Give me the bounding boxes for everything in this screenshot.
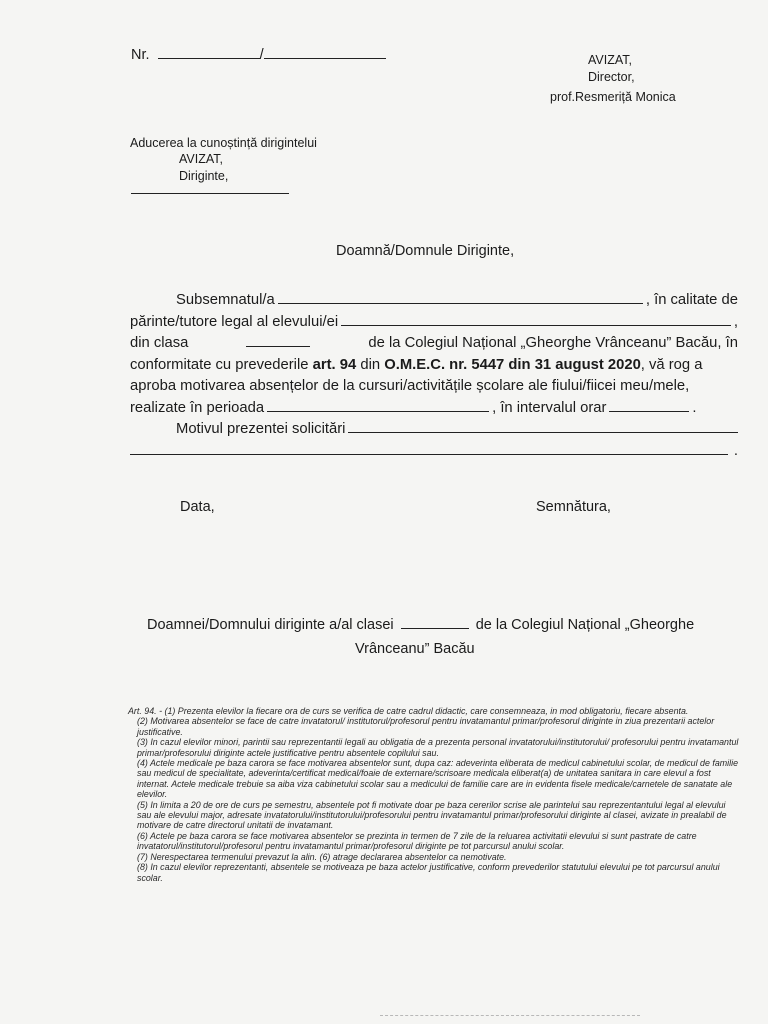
request-row-8: [130, 441, 738, 463]
approval-request-text: aproba motivarea absențelor de la cursuri/activitățile școlare ale fiului/fiicei meu/mele,: [130, 378, 690, 394]
nr-blank-2[interactable]: [264, 47, 386, 59]
period-field[interactable]: [267, 400, 489, 412]
nr-blank-1[interactable]: [158, 47, 260, 59]
request-row-6: [130, 398, 738, 420]
regulation-paragraph: (6) Actele pe baza carora se face motivarea absentelor se prezinta in termen de 7 zile de la reluarea activitatii elevului si sunt pastrate de catre invatatorul/institutorul/profesorul pentru invatamantul primar/profesorul diriginte pe tot parcursul anului scolar.: [137, 830, 697, 852]
applicant-name-field[interactable]: [278, 292, 643, 304]
addressee-class-field[interactable]: [401, 617, 469, 629]
request-row-7: [130, 419, 738, 441]
reason-field[interactable]: [348, 421, 738, 433]
request-body: [130, 290, 738, 462]
homeroom-notice-line3: Diriginte,: [179, 169, 229, 183]
order-ref: O.M.E.C. nr. 5447 din 31 august 2020: [384, 356, 641, 373]
class-label: din clasa: [130, 335, 189, 351]
director-approval-role: Director,: [588, 70, 635, 84]
request-row-3: [130, 333, 738, 355]
homeroom-signature-line[interactable]: [131, 193, 289, 194]
row6-period: .: [692, 399, 697, 416]
date-label: Data,: [180, 499, 215, 515]
regulation-paragraph: (5) In limita a 20 de ore de curs pe semestru, absentele pot fi motivate doar pe baza cererilor scrise ale parintelui sau reprezentantului legal al elevului sau ale elevului major, adresate invatatorului/institutorului/profesorului pentru invatamantul primar/profesorului diriginte al clasei, avizate in prealabil de motivare de catre directorul unitatii de invatamant.: [137, 799, 727, 831]
article-ref: art. 94: [312, 356, 357, 373]
regulation-footnote: [128, 706, 740, 883]
request-row-4: [130, 355, 738, 377]
director-approval-name: prof.Resmeriță Monica: [550, 90, 676, 104]
regulation-paragraph: (4) Actele medicale pe baza carora se face motivarea absentelor sunt, dupa caz: adeverinta eliberata de medicul cabinetului scolar, de medicul de familie sau medicul de specialitate, adeverinta/certificat medical/foaie de externare/scrisoare medicala eliberat(a) de unitatea sanitara in care elevul a fost internat. Actele medicale trebuie sa aiba viza cabinetului scolar sau a medicului de familie care are in evidenta fisele medicale/carnetele de sanatate ale elevilor.: [137, 758, 739, 800]
addressee-college-text: de la Colegiul Național „Gheorghe: [475, 617, 695, 633]
applicant-role-text: , în calitate de: [645, 292, 738, 308]
nr-separator: /: [259, 47, 264, 63]
salutation: Doamnă/Domnule Diriginte,: [336, 243, 515, 259]
hours-label: , în intervalul orar: [492, 399, 607, 416]
addressee-line1: [147, 617, 694, 633]
regulation-paragraph: Art. 94. - (1) Prezenta elevilor la fiecare ora de curs se verifica de catre cadrul didactic, care consemneaza, in mod obligatoriu, fiecare absenta.: [128, 706, 689, 716]
addressee-line2: Vrânceanu” Bacău: [355, 641, 475, 657]
hours-field[interactable]: [609, 400, 689, 412]
college-text: de la Colegiul Național „Gheorghe Vrânceanu” Bacău, în: [368, 335, 738, 351]
row2-comma: ,: [733, 313, 738, 330]
regulation-paragraph: (8) In cazul elevilor reprezentanti, absentele se motiveaza pe baza actelor justificative, conform prevederilor statutului elevului pe tot parcursul anului scolar.: [137, 862, 720, 883]
regulation-paragraph: (3) In cazul elevilor minori, parintii sau reprezentantii legali au obligatia de a prezenta personal invatatorului/institutorului/ profesorului pentru invatamantul primar/profesorului diriginte actele justificative pentru absentele copilului sau.: [137, 737, 739, 758]
request-row-1: [130, 290, 738, 312]
period-label: realizate în perioada: [130, 399, 265, 416]
scan-artifact: [380, 1015, 640, 1019]
guardian-label: părinte/tutore legal al elevului/ei: [130, 313, 339, 330]
request-row-2: [130, 312, 738, 334]
regulation-paragraph: (7) Nerespectarea termenului prevazut la alin. (6) atrage declararea absentelor ca nemotivate.: [137, 851, 507, 862]
homeroom-notice-line2: AVIZAT,: [179, 152, 223, 166]
regulation-paragraph: (2) Motivarea absentelor se face de catre invatatorul/ institutorul/profesorul pentru invatamantul primar/profesorul diriginte in ziua prezentarii actelor justificative.: [137, 716, 715, 737]
registration-number: [131, 47, 386, 63]
signature-label: Semnătura,: [536, 499, 611, 515]
row8-period: .: [733, 442, 738, 459]
reason-field-continued[interactable]: [130, 443, 728, 455]
director-approval-title: AVIZAT,: [588, 53, 632, 67]
class-field[interactable]: [246, 335, 310, 347]
reason-label: Motivul prezentei solicitări: [176, 421, 346, 437]
request-row-5: [130, 376, 738, 398]
conformity-text: conformitate cu prevederile art. 94 din O.M.E.C. nr. 5447 din 31 august 2020, vă rog a: [130, 356, 703, 373]
homeroom-notice-line1: Aducerea la cunoștință dirigintelui: [130, 136, 317, 150]
addressee-text: Doamnei/Domnului diriginte a/al clasei: [147, 617, 394, 633]
applicant-label: Subsemnatul/a: [176, 292, 275, 308]
student-name-field[interactable]: [341, 314, 731, 326]
nr-label: Nr.: [131, 47, 150, 63]
